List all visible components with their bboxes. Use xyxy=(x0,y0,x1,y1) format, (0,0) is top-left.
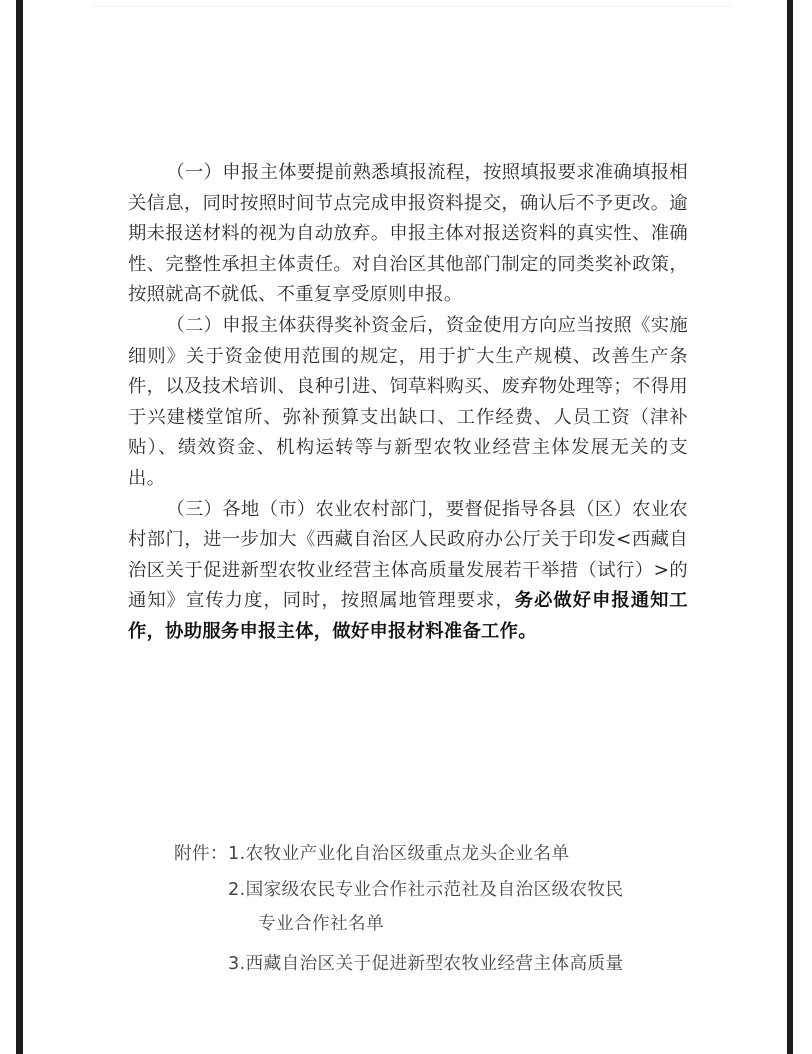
paragraph-2: （二）申报主体获得奖补资金后，资金使用方向应当按照《实施细则》关于资金使用范围的规定，用于扩大生产规模、改善生产条件，以及技术培训、良种引进、饲草料购买、废弃物处理等；不得用于兴建楼堂馆所、弥补预算支出缺口、工作经费、人员工资（津补贴）、绩效资金、机构运转等与新型农牧业经营主体发展无关的支出。 xyxy=(128,314,688,489)
attachment-item-2-line-1: 2.国家级农民专业合作社示范社及自治区级农牧民 xyxy=(228,880,624,900)
scan-edge-left xyxy=(16,0,23,1054)
attachment-item-2-line-2: 专业合作社名单 xyxy=(258,914,384,934)
paragraph-1: （一）申报主体要提前熟悉填报流程，按照填报要求准确填报相关信息，同时按照时间节点完成申报资料提交，确认后不予更改。逾期未报送材料的视为自动放弃。申报主体对报送资料的真实性、准确性、完整性承担主体责任。对自治区其他部门制定的同类奖补政策，按照就高不就低、不重复享受原则申报。 xyxy=(128,162,688,306)
scan-line xyxy=(92,6,732,7)
paragraph-3-main: （三）各地（市）农业农村部门，要督促指导各县（区）农业农村部门，进一步加大《西藏自治区人民政府办公厅关于印发<西藏自治区关于促进新型农牧业经营主体高质量发展若干举措（试行）>的通知》宣传力度，同时，按照属地管理要求， xyxy=(128,498,688,612)
attachments-label: 附件： xyxy=(174,844,228,864)
paragraph-3-emphasis: 务必做好申报通知工作，协助服务申报主体，做好申报材料准备工作。 xyxy=(128,590,689,642)
scan-edge-right xyxy=(787,0,793,1054)
attachment-item-1: 1.农牧业产业化自治区级重点龙头企业名单 xyxy=(228,844,570,864)
document-body xyxy=(128,158,688,648)
attachment-item-3: 3.西藏自治区关于促进新型农牧业经营主体高质量 xyxy=(228,954,624,974)
paragraph-3 xyxy=(128,495,688,648)
